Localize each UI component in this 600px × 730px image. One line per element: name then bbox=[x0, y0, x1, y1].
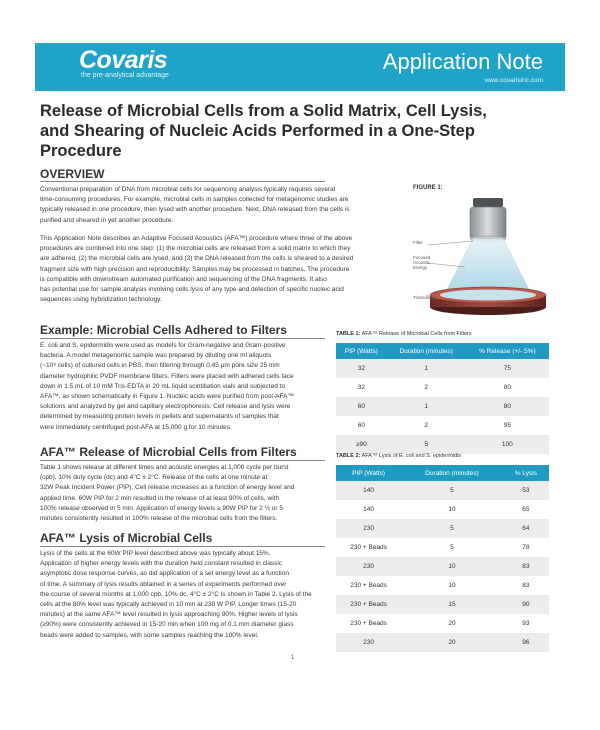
focused-energy-label: Acoustic bbox=[413, 260, 431, 265]
table-cell: 5 bbox=[401, 519, 503, 538]
table-cell: 140 bbox=[336, 481, 401, 500]
table-cell: 64 bbox=[503, 519, 549, 538]
text-line: down in 1.5 mL of 10 mM Tris-EDTA in 20 mL liquid scintillation vials and subjected to bbox=[40, 382, 286, 390]
table-cell: 230 + Beads bbox=[336, 538, 401, 557]
table-row bbox=[336, 435, 549, 454]
text-line: (cpb), 10% duty cycle (dc) and 4°C ± 2°C. Release of the cells at one minute at bbox=[40, 474, 268, 482]
text-line: are adhered, (2) the microbial cells are lysed, and (3) the DNA released from the cells is sheared to a desired bbox=[40, 255, 354, 263]
text-line: Application of higher energy levels with the duration held constant resulted in classic bbox=[40, 560, 283, 568]
text-line: the course of several months at 1,000 cpb, 10% dc, 4°C ± 2°C is shown in Table 2. Lysis of the bbox=[40, 590, 312, 598]
table2-caption-prefix: TABLE 2: bbox=[336, 453, 361, 459]
table-cell: 2 bbox=[387, 416, 466, 435]
table-header-row bbox=[336, 465, 549, 481]
focused-energy-label: Energy bbox=[413, 265, 428, 270]
table-cell: 5 bbox=[401, 538, 503, 557]
table-cell: 78 bbox=[503, 538, 549, 557]
text-line: diameter hydrophilic PVDF membrane filters. Filters were placed with adhered cells face bbox=[40, 372, 294, 380]
transducer-label: Transducer bbox=[413, 295, 436, 300]
table-cell: 83 bbox=[503, 576, 549, 595]
column-header: PIP (Watts) bbox=[336, 343, 387, 359]
table-cell: 10 bbox=[401, 576, 503, 595]
table-cell: 32 bbox=[336, 359, 387, 378]
column-header: Duration (minutes) bbox=[387, 343, 466, 359]
text-line: (~10⁸ cells) of cultured cells in PBS, then filtering through 0.45 µm pore size 25 mm bbox=[40, 362, 280, 370]
table-cell: 32 bbox=[336, 378, 387, 397]
title-line: and Shearing of Nucleic Acids Performed in a One-Step bbox=[40, 122, 475, 140]
text-line: Conventional preparation of DNA from microbial cells for sequencing analysis typically requires several bbox=[40, 186, 336, 193]
text-line: typically released in one procedure, then lysed with another procedure. Next, DNA released from the cells is bbox=[40, 206, 350, 214]
lysis-paragraph bbox=[40, 549, 335, 641]
company-logo: Covaris bbox=[79, 46, 168, 74]
table-cell: 5 bbox=[387, 435, 466, 454]
table-cell: 230 + Beads bbox=[336, 595, 401, 614]
table-row bbox=[336, 397, 549, 416]
text-line: cells at the 80% level was typically achieved in 10 min at 230 W PIP. Longer times (15-20 bbox=[40, 601, 297, 609]
table-cell: 230 bbox=[336, 557, 401, 576]
table2-caption bbox=[336, 453, 461, 459]
table-cell: 80 bbox=[466, 397, 549, 416]
example-paragraph bbox=[40, 341, 335, 433]
text-line: determined by measuring protein levels in pellets and supernatants of samples that bbox=[40, 413, 279, 421]
overview-paragraph-1 bbox=[40, 185, 405, 226]
table-row bbox=[336, 481, 549, 500]
table-row bbox=[336, 557, 549, 576]
table-cell: 20 bbox=[401, 614, 503, 633]
table-cell: 83 bbox=[503, 557, 549, 576]
table-header-row bbox=[336, 343, 549, 359]
logo-tagline: the pre-analytical advantage bbox=[81, 72, 169, 79]
website-url: www.covarisinc.com bbox=[484, 77, 543, 84]
text-line: bacteria. A model metagenomic sample was prepared by diluting one ml aliquots bbox=[40, 352, 272, 360]
overview-divider bbox=[40, 181, 325, 182]
text-line: This Application Note describes an Adaptive Focused Acoustics (AFA™) procedure where three of the above bbox=[40, 235, 353, 242]
text-line: fragment size with high precision and reproducibility. Samples may be processed in batches. The procedure bbox=[40, 265, 350, 273]
header-banner bbox=[35, 43, 565, 91]
table1-caption-prefix: TABLE 1: bbox=[336, 331, 361, 337]
text-line: beads were added to samples, with some samples reaching the 100% level. bbox=[40, 631, 259, 639]
text-line: minutes consistently resulted in 100% release of the microbial cells from the filters. bbox=[40, 515, 278, 523]
table2-lysis bbox=[336, 465, 549, 652]
example-heading: Example: Microbial Cells Adhered to Filters bbox=[40, 323, 287, 337]
overview-paragraph-2 bbox=[40, 234, 405, 305]
table-row bbox=[336, 595, 549, 614]
table-row bbox=[336, 500, 549, 519]
text-line: (≥90%) were consistently achieved in 15-20 min when 100 mg of 0.1 mm diameter glass bbox=[40, 621, 294, 629]
table-cell: 140 bbox=[336, 500, 401, 519]
table-cell: 1 bbox=[387, 359, 466, 378]
table-cell: 20 bbox=[401, 633, 503, 652]
column-header: % Lysis bbox=[503, 465, 549, 481]
table-row bbox=[336, 576, 549, 595]
table-cell: 60 bbox=[336, 397, 387, 416]
table-cell: 230 + Beads bbox=[336, 614, 401, 633]
vial bbox=[470, 207, 506, 239]
release-divider bbox=[40, 460, 325, 461]
table-cell: 60 bbox=[336, 416, 387, 435]
table-cell: 230 bbox=[336, 633, 401, 652]
table-cell: ≥90 bbox=[336, 435, 387, 454]
table-row bbox=[336, 378, 549, 397]
overview-heading: OVERVIEW bbox=[40, 167, 105, 181]
table-row bbox=[336, 633, 549, 652]
table-cell: 10 bbox=[401, 557, 503, 576]
lysis-divider bbox=[40, 546, 325, 547]
release-heading: AFA™ Release of Microbial Cells from Filters bbox=[40, 445, 297, 459]
text-line: purified and sheared in yet another procedure. bbox=[40, 216, 174, 224]
text-line: sequences using hybridization technology. bbox=[40, 296, 162, 304]
table-cell: 65 bbox=[503, 500, 549, 519]
table1-caption bbox=[336, 331, 472, 337]
title-line: Release of Microbial Cells from a Solid Matrix, Cell Lysis, bbox=[40, 102, 487, 120]
table-cell: 75 bbox=[466, 359, 549, 378]
text-line: has potential use for sample analysis involving cells lysis of any type and detection of specific nucleic acid bbox=[40, 286, 344, 294]
release-paragraph bbox=[40, 463, 335, 524]
table-cell: 10 bbox=[401, 500, 503, 519]
text-line: 32W Peak Incident Power (PIP). Cell release increases as a function of energy level and bbox=[40, 484, 295, 492]
text-line: were immediately centrifuged post-AFA at 15,000 g for 10 minutes. bbox=[40, 423, 232, 431]
column-header: PIP (Watts) bbox=[336, 465, 401, 481]
table-cell: 96 bbox=[503, 633, 549, 652]
table-cell: 15 bbox=[401, 595, 503, 614]
table-cell: 93 bbox=[503, 614, 549, 633]
text-line: is compatible with downstream automated purification and sequencing of the DNA fragments. It also bbox=[40, 275, 327, 283]
table-cell: 100 bbox=[466, 435, 549, 454]
text-line: 100% release observed in 5 min. Application of energy levels ≥ 90W PIP for 2 ½ or 5 bbox=[40, 504, 283, 512]
table1-caption-text: AFA™ Release of Microbial Cells from Filters bbox=[361, 331, 472, 337]
filter-label: Filter bbox=[413, 240, 423, 245]
document-title bbox=[40, 101, 560, 161]
page-number: 1 bbox=[291, 655, 295, 661]
table-row bbox=[336, 538, 549, 557]
example-divider bbox=[40, 338, 325, 339]
text-line: Lysis of the cells at the 60W PIP level described above was typically about 15%. bbox=[40, 550, 271, 557]
text-line: minutes) at the same AFA™ level resulted in lysis approaching 90%. Higher levels of lysis bbox=[40, 611, 298, 619]
table-cell: 1 bbox=[387, 397, 466, 416]
text-line: AFA™, as shown schematically in Figure 1. Nucleic acids were purified from post-AFA™ bbox=[40, 393, 294, 401]
title-line: Procedure bbox=[40, 142, 122, 160]
table-cell: 230 + Beads bbox=[336, 576, 401, 595]
vial-cap bbox=[473, 198, 503, 207]
column-header: Duration (minutes) bbox=[401, 465, 503, 481]
text-line: of time. A summary of lysis results obtained in a series of experiments performed over bbox=[40, 580, 287, 588]
text-line: procedures are combined into one step: (1) the microbial cells are released from a solid matrix to which they bbox=[40, 245, 351, 253]
focused-energy-label: Focused bbox=[413, 255, 431, 260]
table-cell: 53 bbox=[503, 481, 549, 500]
table-cell: 90 bbox=[503, 595, 549, 614]
table-row bbox=[336, 359, 549, 378]
text-line: time-consuming procedures. For example, microbial cells in samples collected for metagenomic studies are bbox=[40, 196, 349, 204]
table-row bbox=[336, 416, 549, 435]
table-cell: 5 bbox=[401, 481, 503, 500]
table-cell: 95 bbox=[466, 416, 549, 435]
document-type-label: Application Note bbox=[382, 49, 543, 74]
figure-label: FIGURE 1: bbox=[413, 185, 443, 191]
lysis-heading: AFA™ Lysis of Microbial Cells bbox=[40, 531, 213, 545]
table2-caption-text: AFA™ Lysis of E. coli and S. epidermidis bbox=[361, 453, 462, 459]
text-line: solutions and analyzed by gel and capillary electrophoresis. Cell release and lysis were bbox=[40, 403, 291, 411]
text-line: E. coli and S. epidermidis were used as models for Gram-negative and Gram-positive bbox=[40, 342, 286, 349]
table-cell: 80 bbox=[466, 378, 549, 397]
column-header: % Release (+/- 5%) bbox=[466, 343, 549, 359]
text-line: asymptotic dose response curves, as did application of a set energy level as a function bbox=[40, 570, 289, 578]
table-cell: 230 bbox=[336, 519, 401, 538]
text-line: applied time. 60W PIP for 2 min resulted in the release of at least 90% of cells, with bbox=[40, 494, 280, 502]
afa-schematic-figure bbox=[413, 195, 563, 320]
table-row bbox=[336, 614, 549, 633]
table-row bbox=[336, 519, 549, 538]
table-cell: 2 bbox=[387, 378, 466, 397]
table1-release bbox=[336, 343, 549, 454]
text-line: Table 1 shows release at different times and acoustic energies at 1,000 cycle per burst bbox=[40, 464, 289, 471]
